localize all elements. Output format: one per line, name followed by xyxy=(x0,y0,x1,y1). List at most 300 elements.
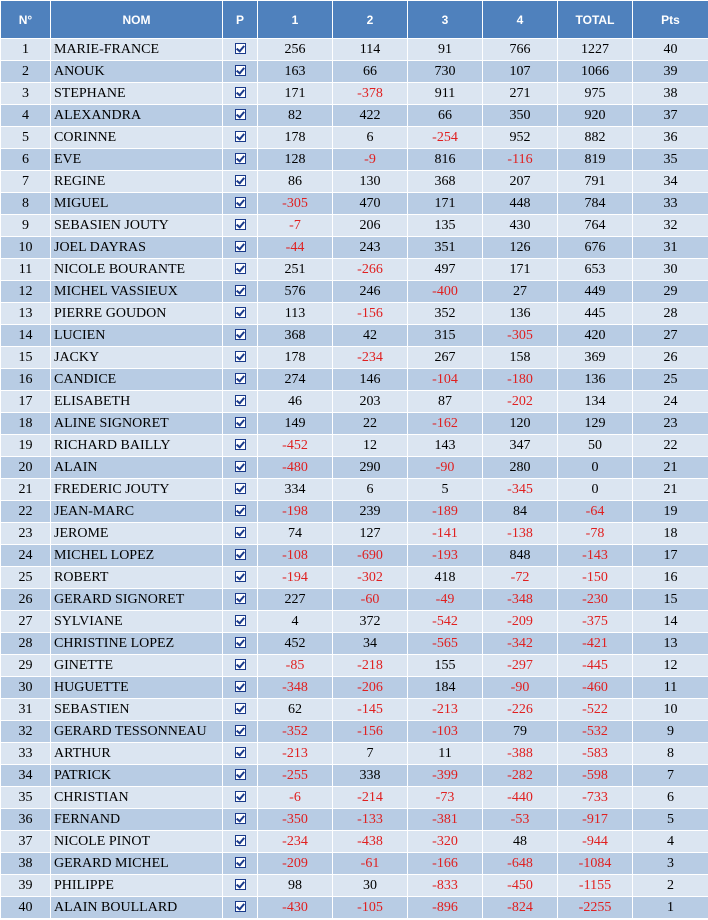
checkbox-checked-icon[interactable] xyxy=(235,417,246,428)
cell-round-3: 418 xyxy=(408,567,483,589)
cell-round-4: 48 xyxy=(483,831,558,853)
cell-presence xyxy=(223,809,258,831)
cell-round-3: -565 xyxy=(408,633,483,655)
checkbox-checked-icon[interactable] xyxy=(235,769,246,780)
cell-name: JEROME xyxy=(51,523,223,545)
cell-total: 784 xyxy=(558,193,633,215)
cell-round-3: -104 xyxy=(408,369,483,391)
table-row[interactable] xyxy=(1,699,708,721)
cell-points: 38 xyxy=(633,83,708,105)
cell-points: 30 xyxy=(633,259,708,281)
cell-presence xyxy=(223,413,258,435)
cell-rank: 8 xyxy=(1,193,51,215)
cell-rank: 5 xyxy=(1,127,51,149)
cell-round-1: 227 xyxy=(258,589,333,611)
checkbox-checked-icon[interactable] xyxy=(235,835,246,846)
cell-name: SYLVIANE xyxy=(51,611,223,633)
cell-round-2: -438 xyxy=(333,831,408,853)
checkbox-checked-icon[interactable] xyxy=(235,241,246,252)
cell-presence xyxy=(223,633,258,655)
cell-presence xyxy=(223,479,258,501)
table-row[interactable] xyxy=(1,743,708,765)
cell-points: 3 xyxy=(633,853,708,875)
cell-round-2: 372 xyxy=(333,611,408,633)
checkbox-checked-icon[interactable] xyxy=(235,87,246,98)
cell-round-1: -234 xyxy=(258,831,333,853)
checkbox-checked-icon[interactable] xyxy=(235,681,246,692)
cell-points: 28 xyxy=(633,303,708,325)
table-row[interactable] xyxy=(1,633,708,655)
checkbox-checked-icon[interactable] xyxy=(235,483,246,494)
cell-presence xyxy=(223,853,258,875)
table-row[interactable] xyxy=(1,413,708,435)
cell-round-1: -108 xyxy=(258,545,333,567)
cell-total: -1155 xyxy=(558,875,633,897)
cell-round-4: 766 xyxy=(483,39,558,61)
table-row[interactable] xyxy=(1,105,708,127)
cell-name: JACKY xyxy=(51,347,223,369)
cell-presence xyxy=(223,457,258,479)
checkbox-checked-icon[interactable] xyxy=(235,637,246,648)
cell-round-4: 158 xyxy=(483,347,558,369)
cell-round-1: -194 xyxy=(258,567,333,589)
cell-round-1: 171 xyxy=(258,83,333,105)
checkbox-checked-icon[interactable] xyxy=(235,593,246,604)
cell-points: 34 xyxy=(633,171,708,193)
cell-total: -1084 xyxy=(558,853,633,875)
cell-round-4: -348 xyxy=(483,589,558,611)
cell-total: -2255 xyxy=(558,897,633,919)
cell-total: 764 xyxy=(558,215,633,237)
checkbox-checked-icon[interactable] xyxy=(235,615,246,626)
cell-name: ALAIN BOULLARD xyxy=(51,897,223,919)
cell-name: LUCIEN xyxy=(51,325,223,347)
col-header-name[interactable]: NOM xyxy=(51,1,223,39)
cell-total: -445 xyxy=(558,655,633,677)
table-row[interactable] xyxy=(1,127,708,149)
cell-round-2: 470 xyxy=(333,193,408,215)
cell-round-1: 128 xyxy=(258,149,333,171)
cell-round-4: -180 xyxy=(483,369,558,391)
cell-round-4: 136 xyxy=(483,303,558,325)
cell-rank: 34 xyxy=(1,765,51,787)
table-row[interactable] xyxy=(1,589,708,611)
cell-points: 22 xyxy=(633,435,708,457)
cell-round-1: -7 xyxy=(258,215,333,237)
cell-name: CANDICE xyxy=(51,369,223,391)
cell-rank: 27 xyxy=(1,611,51,633)
cell-round-1: 178 xyxy=(258,127,333,149)
checkbox-checked-icon[interactable] xyxy=(235,901,246,912)
cell-name: GERARD MICHEL xyxy=(51,853,223,875)
cell-round-3: 315 xyxy=(408,325,483,347)
cell-round-2: -234 xyxy=(333,347,408,369)
checkbox-checked-icon[interactable] xyxy=(235,329,246,340)
cell-round-4: -297 xyxy=(483,655,558,677)
cell-presence xyxy=(223,501,258,523)
col-header-round-4[interactable]: 4 xyxy=(483,1,558,39)
cell-round-2: 239 xyxy=(333,501,408,523)
cell-name: GINETTE xyxy=(51,655,223,677)
cell-name: PIERRE GOUDON xyxy=(51,303,223,325)
cell-points: 27 xyxy=(633,325,708,347)
checkbox-checked-icon[interactable] xyxy=(235,373,246,384)
cell-round-2: -302 xyxy=(333,567,408,589)
col-header-presence[interactable]: P xyxy=(223,1,258,39)
cell-round-2: -378 xyxy=(333,83,408,105)
checkbox-checked-icon[interactable] xyxy=(235,175,246,186)
cell-total: -230 xyxy=(558,589,633,611)
cell-round-1: 256 xyxy=(258,39,333,61)
cell-rank: 30 xyxy=(1,677,51,699)
cell-round-4: 271 xyxy=(483,83,558,105)
cell-round-2: -156 xyxy=(333,721,408,743)
checkbox-checked-icon[interactable] xyxy=(235,813,246,824)
cell-round-2: -61 xyxy=(333,853,408,875)
cell-presence xyxy=(223,369,258,391)
cell-total: 791 xyxy=(558,171,633,193)
cell-name: PATRICK xyxy=(51,765,223,787)
cell-round-2: 34 xyxy=(333,633,408,655)
cell-round-1: 62 xyxy=(258,699,333,721)
cell-round-3: -49 xyxy=(408,589,483,611)
cell-rank: 16 xyxy=(1,369,51,391)
cell-round-4: 430 xyxy=(483,215,558,237)
cell-points: 2 xyxy=(633,875,708,897)
cell-round-4: -90 xyxy=(483,677,558,699)
cell-round-2: -133 xyxy=(333,809,408,831)
cell-rank: 11 xyxy=(1,259,51,281)
cell-name: MARIE-FRANCE xyxy=(51,39,223,61)
cell-round-4: 27 xyxy=(483,281,558,303)
cell-points: 16 xyxy=(633,567,708,589)
table-row[interactable] xyxy=(1,347,708,369)
cell-round-2: 30 xyxy=(333,875,408,897)
cell-total: 420 xyxy=(558,325,633,347)
table-row[interactable] xyxy=(1,765,708,787)
table-row[interactable] xyxy=(1,391,708,413)
table-row[interactable] xyxy=(1,655,708,677)
cell-round-3: -400 xyxy=(408,281,483,303)
cell-round-1: -209 xyxy=(258,853,333,875)
table-row[interactable] xyxy=(1,457,708,479)
checkbox-checked-icon[interactable] xyxy=(235,571,246,582)
cell-name: SEBASIEN JOUTY xyxy=(51,215,223,237)
cell-round-2: -60 xyxy=(333,589,408,611)
cell-presence xyxy=(223,259,258,281)
cell-name: ELISABETH xyxy=(51,391,223,413)
checkbox-checked-icon[interactable] xyxy=(235,549,246,560)
cell-round-3: 497 xyxy=(408,259,483,281)
cell-round-3: -162 xyxy=(408,413,483,435)
cell-total: 136 xyxy=(558,369,633,391)
cell-round-1: 98 xyxy=(258,875,333,897)
cell-round-3: -399 xyxy=(408,765,483,787)
cell-round-3: -193 xyxy=(408,545,483,567)
cell-round-2: -105 xyxy=(333,897,408,919)
cell-presence xyxy=(223,677,258,699)
table-row[interactable] xyxy=(1,369,708,391)
table-row[interactable] xyxy=(1,831,708,853)
cell-points: 10 xyxy=(633,699,708,721)
cell-round-3: -381 xyxy=(408,809,483,831)
cell-round-4: -450 xyxy=(483,875,558,897)
cell-round-2: 146 xyxy=(333,369,408,391)
checkbox-checked-icon[interactable] xyxy=(235,351,246,362)
cell-rank: 20 xyxy=(1,457,51,479)
cell-rank: 35 xyxy=(1,787,51,809)
cell-round-1: 368 xyxy=(258,325,333,347)
cell-round-1: 149 xyxy=(258,413,333,435)
cell-round-1: -430 xyxy=(258,897,333,919)
table-row[interactable] xyxy=(1,545,708,567)
checkbox-checked-icon[interactable] xyxy=(235,505,246,516)
cell-round-1: -452 xyxy=(258,435,333,457)
cell-round-4: 952 xyxy=(483,127,558,149)
cell-round-4: -116 xyxy=(483,149,558,171)
cell-round-3: 66 xyxy=(408,105,483,127)
table-row[interactable] xyxy=(1,237,708,259)
cell-presence xyxy=(223,149,258,171)
table-row[interactable] xyxy=(1,39,708,61)
cell-rank: 14 xyxy=(1,325,51,347)
checkbox-checked-icon[interactable] xyxy=(235,791,246,802)
cell-name: ANOUK xyxy=(51,61,223,83)
col-header-round-3[interactable]: 3 xyxy=(408,1,483,39)
table-row[interactable] xyxy=(1,61,708,83)
cell-round-3: -833 xyxy=(408,875,483,897)
checkbox-checked-icon[interactable] xyxy=(235,747,246,758)
checkbox-checked-icon[interactable] xyxy=(235,439,246,450)
cell-round-4: -342 xyxy=(483,633,558,655)
cell-round-3: 816 xyxy=(408,149,483,171)
cell-name: GERARD TESSONNEAU xyxy=(51,721,223,743)
table-row[interactable] xyxy=(1,259,708,281)
cell-presence xyxy=(223,347,258,369)
cell-rank: 37 xyxy=(1,831,51,853)
cell-round-1: -255 xyxy=(258,765,333,787)
cell-round-1: -85 xyxy=(258,655,333,677)
cell-presence xyxy=(223,545,258,567)
cell-round-2: 22 xyxy=(333,413,408,435)
table-row[interactable] xyxy=(1,303,708,325)
cell-presence xyxy=(223,193,258,215)
table-row[interactable] xyxy=(1,611,708,633)
cell-round-2: 422 xyxy=(333,105,408,127)
cell-round-1: -480 xyxy=(258,457,333,479)
table-row[interactable] xyxy=(1,171,708,193)
checkbox-checked-icon[interactable] xyxy=(235,725,246,736)
cell-total: -64 xyxy=(558,501,633,523)
table-row[interactable] xyxy=(1,787,708,809)
cell-rank: 38 xyxy=(1,853,51,875)
cell-round-4: 848 xyxy=(483,545,558,567)
cell-total: -583 xyxy=(558,743,633,765)
cell-total: 129 xyxy=(558,413,633,435)
checkbox-checked-icon[interactable] xyxy=(235,857,246,868)
cell-total: 0 xyxy=(558,457,633,479)
checkbox-checked-icon[interactable] xyxy=(235,461,246,472)
cell-rank: 3 xyxy=(1,83,51,105)
cell-presence xyxy=(223,39,258,61)
cell-name: CHRISTIAN xyxy=(51,787,223,809)
cell-points: 32 xyxy=(633,215,708,237)
checkbox-checked-icon[interactable] xyxy=(235,109,246,120)
cell-total: -375 xyxy=(558,611,633,633)
cell-round-2: 6 xyxy=(333,127,408,149)
checkbox-checked-icon[interactable] xyxy=(235,263,246,274)
cell-round-1: -348 xyxy=(258,677,333,699)
cell-name: PHILIPPE xyxy=(51,875,223,897)
cell-round-4: -440 xyxy=(483,787,558,809)
cell-total: -944 xyxy=(558,831,633,853)
cell-points: 37 xyxy=(633,105,708,127)
cell-presence xyxy=(223,655,258,677)
cell-rank: 2 xyxy=(1,61,51,83)
table-row[interactable] xyxy=(1,193,708,215)
cell-name: ROBERT xyxy=(51,567,223,589)
checkbox-checked-icon[interactable] xyxy=(235,703,246,714)
checkbox-checked-icon[interactable] xyxy=(235,153,246,164)
cell-round-2: 130 xyxy=(333,171,408,193)
cell-round-2: 7 xyxy=(333,743,408,765)
checkbox-checked-icon[interactable] xyxy=(235,395,246,406)
cell-rank: 40 xyxy=(1,897,51,919)
cell-total: 369 xyxy=(558,347,633,369)
cell-round-4: 347 xyxy=(483,435,558,457)
cell-points: 8 xyxy=(633,743,708,765)
table-row[interactable] xyxy=(1,501,708,523)
cell-round-3: -90 xyxy=(408,457,483,479)
cell-round-1: 334 xyxy=(258,479,333,501)
table-row[interactable] xyxy=(1,809,708,831)
table-row[interactable] xyxy=(1,215,708,237)
checkbox-checked-icon[interactable] xyxy=(235,131,246,142)
cell-round-1: -213 xyxy=(258,743,333,765)
cell-round-3: 5 xyxy=(408,479,483,501)
cell-round-4: -209 xyxy=(483,611,558,633)
cell-round-2: -145 xyxy=(333,699,408,721)
cell-round-1: 178 xyxy=(258,347,333,369)
cell-round-3: 91 xyxy=(408,39,483,61)
table-row[interactable] xyxy=(1,149,708,171)
cell-total: -917 xyxy=(558,809,633,831)
col-header-points[interactable]: Pts xyxy=(633,1,708,39)
cell-name: NICOLE BOURANTE xyxy=(51,259,223,281)
cell-points: 9 xyxy=(633,721,708,743)
table-row[interactable] xyxy=(1,325,708,347)
cell-name: ALINE SIGNORET xyxy=(51,413,223,435)
cell-points: 26 xyxy=(633,347,708,369)
cell-name: ALEXANDRA xyxy=(51,105,223,127)
checkbox-checked-icon[interactable] xyxy=(235,65,246,76)
checkbox-checked-icon[interactable] xyxy=(235,659,246,670)
cell-total: 676 xyxy=(558,237,633,259)
cell-presence xyxy=(223,897,258,919)
cell-points: 4 xyxy=(633,831,708,853)
cell-presence xyxy=(223,435,258,457)
cell-presence xyxy=(223,523,258,545)
cell-rank: 32 xyxy=(1,721,51,743)
cell-round-2: 12 xyxy=(333,435,408,457)
col-header-round-2[interactable]: 2 xyxy=(333,1,408,39)
cell-rank: 4 xyxy=(1,105,51,127)
cell-presence xyxy=(223,699,258,721)
cell-rank: 28 xyxy=(1,633,51,655)
cell-round-3: 352 xyxy=(408,303,483,325)
checkbox-checked-icon[interactable] xyxy=(235,43,246,54)
table-row[interactable] xyxy=(1,281,708,303)
cell-points: 25 xyxy=(633,369,708,391)
table-row[interactable] xyxy=(1,677,708,699)
table-row[interactable] xyxy=(1,479,708,501)
cell-round-1: 251 xyxy=(258,259,333,281)
cell-points: 39 xyxy=(633,61,708,83)
cell-points: 33 xyxy=(633,193,708,215)
cell-points: 29 xyxy=(633,281,708,303)
cell-round-3: 155 xyxy=(408,655,483,677)
cell-points: 15 xyxy=(633,589,708,611)
table-row[interactable] xyxy=(1,523,708,545)
cell-rank: 23 xyxy=(1,523,51,545)
cell-name: NICOLE PINOT xyxy=(51,831,223,853)
checkbox-checked-icon[interactable] xyxy=(235,879,246,890)
cell-round-1: -44 xyxy=(258,237,333,259)
table-row[interactable] xyxy=(1,875,708,897)
checkbox-checked-icon[interactable] xyxy=(235,307,246,318)
cell-name: SEBASTIEN xyxy=(51,699,223,721)
cell-round-2: 206 xyxy=(333,215,408,237)
cell-total: -78 xyxy=(558,523,633,545)
table-row[interactable] xyxy=(1,897,708,919)
cell-rank: 12 xyxy=(1,281,51,303)
checkbox-checked-icon[interactable] xyxy=(235,285,246,296)
cell-rank: 39 xyxy=(1,875,51,897)
cell-presence xyxy=(223,303,258,325)
cell-rank: 17 xyxy=(1,391,51,413)
cell-points: 17 xyxy=(633,545,708,567)
col-header-round-1[interactable]: 1 xyxy=(258,1,333,39)
table-row[interactable] xyxy=(1,721,708,743)
col-header-total[interactable]: TOTAL xyxy=(558,1,633,39)
cell-round-4: -53 xyxy=(483,809,558,831)
cell-name: STEPHANE xyxy=(51,83,223,105)
table-row[interactable] xyxy=(1,853,708,875)
table-row[interactable] xyxy=(1,435,708,457)
table-row[interactable] xyxy=(1,567,708,589)
cell-rank: 9 xyxy=(1,215,51,237)
cell-total: 975 xyxy=(558,83,633,105)
checkbox-checked-icon[interactable] xyxy=(235,527,246,538)
cell-round-2: -690 xyxy=(333,545,408,567)
cell-round-4: -305 xyxy=(483,325,558,347)
cell-round-4: 280 xyxy=(483,457,558,479)
checkbox-checked-icon[interactable] xyxy=(235,219,246,230)
cell-total: 920 xyxy=(558,105,633,127)
cell-points: 19 xyxy=(633,501,708,523)
col-header-rank[interactable]: N° xyxy=(1,1,51,39)
cell-round-4: -202 xyxy=(483,391,558,413)
cell-total: 134 xyxy=(558,391,633,413)
cell-round-3: 135 xyxy=(408,215,483,237)
cell-round-2: -9 xyxy=(333,149,408,171)
cell-round-2: -214 xyxy=(333,787,408,809)
cell-round-3: -141 xyxy=(408,523,483,545)
cell-rank: 24 xyxy=(1,545,51,567)
checkbox-checked-icon[interactable] xyxy=(235,197,246,208)
cell-round-2: 243 xyxy=(333,237,408,259)
table-row[interactable] xyxy=(1,83,708,105)
